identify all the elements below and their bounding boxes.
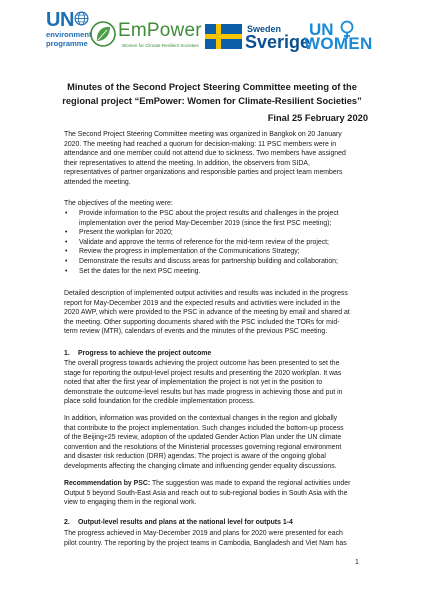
list-item: • Set the dates for the next PSC meeting. (65, 267, 201, 275)
objectives-list (64, 209, 364, 276)
sweden-label: Sweden (247, 24, 282, 34)
section-2-number: 2. (64, 519, 70, 526)
un-women-logo (304, 20, 416, 52)
empower-logo (90, 18, 200, 54)
list-item: • Present the workplan for 2020; (65, 229, 173, 237)
description-line: the meeting. Other supporting documents shared with the PSC included the TORs for mid- (64, 318, 340, 326)
section-1-heading (64, 350, 211, 357)
final-date: Final 25 February 2020 (267, 113, 368, 123)
bullet-icon: • (65, 238, 68, 246)
intro-line: their representatives to attend the meeting. In addition, the observers from SIDA, (64, 159, 310, 167)
intro-line: 2020. The meeting had reached a quorum for decision-making: 11 PSC members were in (64, 140, 337, 148)
bullet-icon: • (65, 248, 68, 256)
list-item: • Demonstrate the results and discuss areas for partnership building and collaboration; (65, 257, 338, 265)
section-2-paragraph: The progress achieved in May-December 2019 and plans for 2020 were presented for each pilot country. The reporting by the project teams in Cambodia, Bangladesh and Viet Nam has (64, 530, 347, 547)
bullet-icon: • (65, 210, 68, 217)
swedish-flag-icon (205, 24, 242, 49)
unep-logo-environment: environment (46, 30, 92, 39)
intro-line: attended the meeting. (64, 178, 131, 186)
logo-row (0, 0, 424, 62)
globe-icon (74, 11, 89, 26)
sverige-label: Sverige (245, 32, 311, 52)
un-women-logo-women: WOMEN (304, 34, 373, 53)
title-line-1: Minutes of the Second Project Steering Committee meeting of the (67, 82, 357, 92)
section-2-heading (64, 519, 293, 526)
bullet-icon: • (65, 267, 68, 275)
empower-tagline: Women for Climate-Resilient Societies (122, 43, 199, 48)
description-line: report for May-December 2019 and the expected results and activities were included in the (64, 299, 341, 307)
unep-logo-programme: programme (46, 39, 88, 48)
description-line: Detailed description of implemented output activities and results was included in the progress (64, 290, 348, 297)
section-1-number: 1. (64, 350, 70, 357)
page-number: 1 (355, 559, 359, 566)
unep-logo-un: UN (46, 9, 74, 31)
title-line-2: regional project “EmPower: Women for Climate-Resilient Societies” (62, 96, 362, 106)
bullet-icon: • (65, 229, 68, 237)
intro-line: attendance and one member could not attend due to sickness. Two members have assigned (64, 150, 346, 158)
leaf-icon (90, 20, 116, 48)
section-1-paragraph-1: The overall progress towards achieving the project outcome has been presented to set the stage for reporting the output-level project results and presenting the 2020 workplan. It was noted that after the first year of implementation the project is not yet in the position to demonstrate the outcome-level results but has made progress in achieving those and put in place solid foundation for the credible implementation process. (64, 360, 343, 406)
intro-paragraph (64, 130, 360, 188)
list-item: • Provide information to the PSC about the project results and challenges in the project implementation over the period May-December 2019 (since the first PSC meeting); (65, 210, 339, 227)
intro-line: The Second Project Steering Committee meeting was organized in Bangkok on 20 January (64, 131, 342, 138)
un-women-logo-un: UN (309, 20, 334, 39)
document-title (56, 80, 368, 108)
bullet-icon: • (65, 257, 68, 265)
section-1-title: Progress to achieve the project outcome (78, 350, 212, 357)
section-1-paragraph-2: In addition, information was provided on the contextual changes in the region and globally that contribute to the project implementation. Such changes included the bottom-up process of the Beijing+25 review, adoption of the updated Gender Action Plan under the UN climate convention and the resolutions of the Ministerial processes governing regional environment and disaster risk reduction (DRR) agendas. The project is aware of the ongoing global developments affecting the changing climate and influencing gender equality discussions. (64, 415, 344, 470)
recommendation-paragraph: Recommendation by PSC: The suggestion was made to expand the regional activities under Output 5 beyond South-East Asia and reach out to sub-regional bodies in South Asia with the view to engaging them in the regional work. (64, 480, 351, 507)
description-paragraph (64, 289, 360, 337)
section-2-title: Output-level results and plans at the national level for outputs 1-4 (78, 519, 293, 526)
objectives-lead: The objectives of the meeting were: (64, 200, 173, 207)
list-item: • Validate and approve the terms of reference for the mid-term review of the project; (65, 238, 329, 246)
list-item: • Review the progress in implementation of the Communications Strategy; (65, 248, 300, 256)
empower-wordmark: EmPower (118, 20, 202, 41)
recommendation-label: Recommendation by PSC: (64, 480, 151, 487)
description-line: term review (MTR), calendars of events and the minutes of the previous PSC meeting. (64, 328, 328, 336)
intro-line: representatives of partner organizations and responsible parties and project team members (64, 169, 343, 177)
description-line: 2020 AWP, which were provided to the PSC in advance of the meeting by email and shared at (64, 309, 350, 317)
sweden-logo (205, 24, 311, 52)
